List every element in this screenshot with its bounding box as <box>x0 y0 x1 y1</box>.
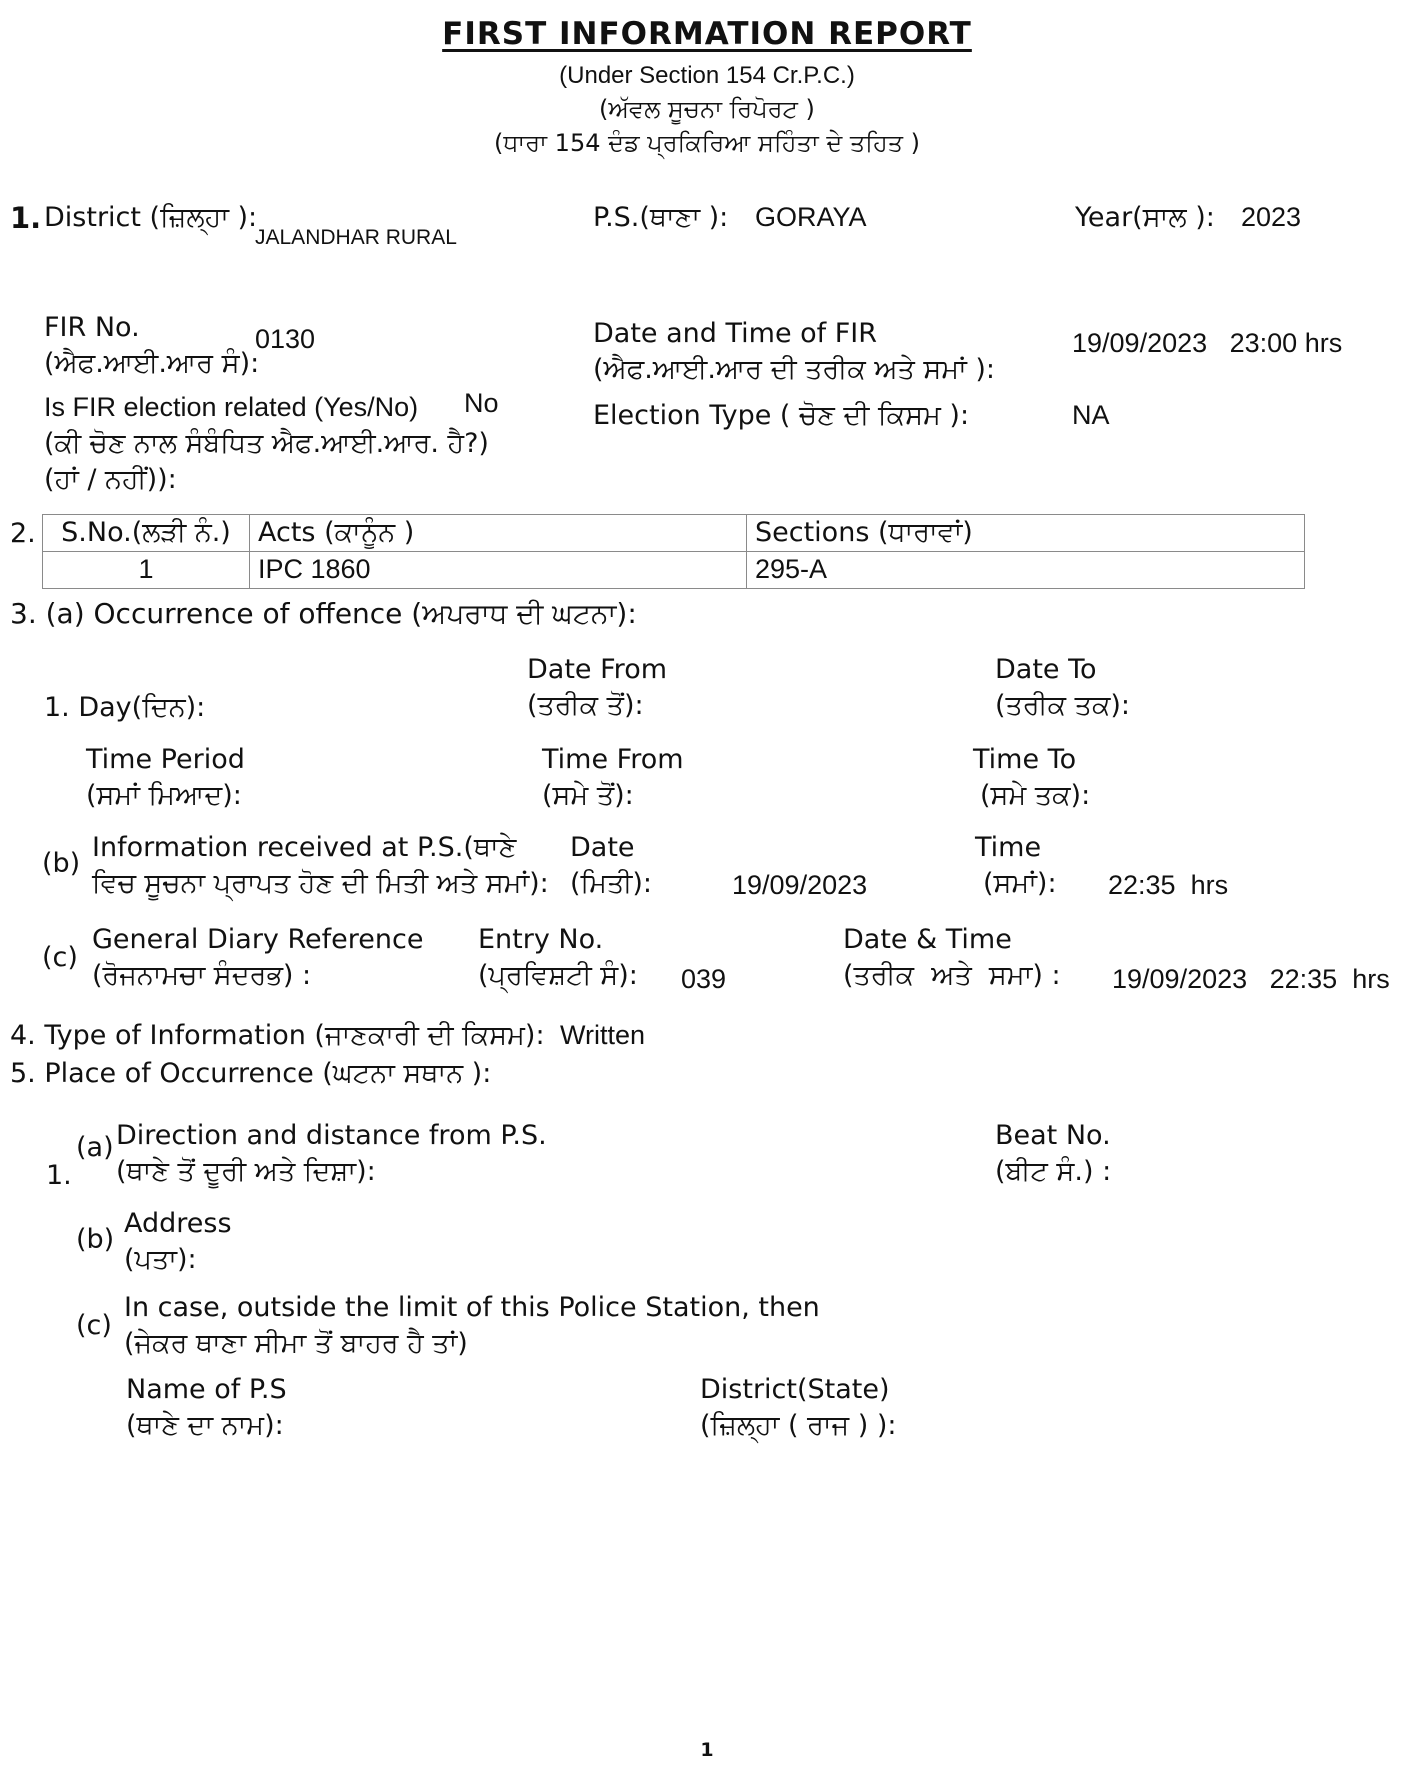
cell-sno: 1 <box>43 552 250 589</box>
info-received-label: Information received at P.S.(ਥਾਣੇ <box>92 832 517 863</box>
beat-no-label: Beat No. <box>995 1120 1111 1151</box>
subtitle-punjabi-section: (ਧਾਰਾ 154 ਦੰਡ ਪ੍ਰਕਿਰਿਆ ਸਹਿੰਤਾ ਦੇ ਤਹਿਤ ) <box>493 129 921 157</box>
fir-datetime-value: 19/09/2023 23:00 hrs <box>1072 328 1343 358</box>
place-item-number: 1. <box>46 1160 72 1191</box>
outside-limit-label-punjabi: (ਜੇਕਰ ਥਾਣਾ ਸੀਮਾ ਤੋਂ ਬਾਹਰ ਹੈ ਤਾਂ) <box>124 1328 468 1359</box>
year-label: Year(ਸਾਲ ): <box>1075 202 1215 233</box>
ps-value: GORAYA <box>755 202 867 232</box>
section-1-number: 1. <box>10 201 42 235</box>
cell-act: IPC 1860 <box>250 552 747 589</box>
election-related-value: No <box>464 388 499 418</box>
info-date-value: 19/09/2023 <box>732 870 868 900</box>
district-state-label: District(State) <box>700 1374 890 1405</box>
year-value: 2023 <box>1241 202 1302 232</box>
page-title: FIRST INFORMATION REPORT <box>442 16 972 52</box>
date-to-label: Date To <box>995 654 1097 685</box>
election-related-label: Is FIR election related (Yes/No) <box>44 392 419 422</box>
section-5-heading: 5. Place of Occurrence (ਘਟਨਾ ਸਥਾਨ ): <box>10 1058 492 1089</box>
district-value: JALANDHAR RURAL <box>255 226 457 249</box>
section-3-heading: 3. (a) Occurrence of offence (ਅਪਰਾਧ ਦੀ ਘਟਨਾ): <box>10 597 637 630</box>
gd-reference-label-punjabi: (ਰੋਜਨਾਮਚਾ ਸੰਦਰਭ) : <box>92 960 312 991</box>
direction-label-punjabi: (ਥਾਣੇ ਤੋਂ ਦੂਰੀ ਅਤੇ ਦਿਸ਼ਾ): <box>116 1156 376 1187</box>
table-header-row <box>43 515 1305 552</box>
fir-datetime-label: Date and Time of FIR <box>593 318 878 349</box>
direction-label: Direction and distance from P.S. <box>116 1120 547 1151</box>
entry-no-value: 039 <box>681 964 727 994</box>
district-state-label-punjabi: (ਜ਼ਿਲ੍ਹਾ ( ਰਾਜ ) ): <box>700 1410 897 1441</box>
section-2-number: 2. <box>10 518 36 549</box>
subtitle-section: (Under Section 154 Cr.P.C.) <box>559 62 855 89</box>
ps-name-label: Name of P.S <box>126 1374 287 1405</box>
table-row <box>43 552 1305 589</box>
date-from-label-punjabi: (ਤਰੀਕ ਤੋਂ): <box>527 690 644 721</box>
district-label: District (ਜ਼ਿਲ੍ਹਾ ): <box>44 202 258 233</box>
time-from-label-punjabi: (ਸਮੇ ਤੋਂ): <box>542 780 634 811</box>
info-time-label: Time <box>975 832 1042 863</box>
info-received-label-punjabi: ਵਿਚ ਸੂਚਨਾ ਪ੍ਰਾਪਤ ਹੋਣ ਦੀ ਮਿਤੀ ਅਤੇ ਸਮਾਂ): <box>92 868 549 899</box>
time-to-label-punjabi: (ਸਮੇ ਤਕ): <box>980 780 1091 811</box>
page-number: 1 <box>700 1739 714 1761</box>
cell-section: 295-A <box>747 552 1305 589</box>
outside-limit-label: In case, outside the limit of this Police Station, then <box>124 1292 820 1323</box>
fir-no-label-punjabi: (ਐਫ.ਆਈ.ਆਰ ਸੰ): <box>44 348 260 379</box>
address-label-punjabi: (ਪਤਾ): <box>124 1244 197 1275</box>
outside-limit-marker: (c) <box>76 1310 112 1341</box>
day-label: 1. Day(ਦਿਨ): <box>44 692 206 723</box>
time-period-label: Time Period <box>86 744 245 775</box>
fir-no-label: FIR No. <box>44 312 140 343</box>
address-marker: (b) <box>76 1224 115 1255</box>
beat-no-label-punjabi: (ਬੀਟ ਸੰ.) : <box>995 1156 1112 1187</box>
entry-no-label: Entry No. <box>478 924 604 955</box>
gd-datetime-label-punjabi: (ਤਰੀਕ ਅਤੇ ਸਮਾ) : <box>843 960 1061 991</box>
time-from-label: Time From <box>542 744 684 775</box>
info-date-label-punjabi: (ਮਿਤੀ): <box>570 868 653 899</box>
election-type-value: NA <box>1072 400 1110 430</box>
gd-datetime-value: 19/09/2023 22:35 hrs <box>1112 964 1390 994</box>
header-sections: Sections (ਧਾਰਾਵਾਂ) <box>747 515 1305 552</box>
info-received-marker: (b) <box>42 848 81 879</box>
fir-no-value: 0130 <box>255 324 316 354</box>
ps-name-label-punjabi: (ਥਾਣੇ ਦਾ ਨਾਮ): <box>126 1410 284 1441</box>
gd-reference-label: General Diary Reference <box>92 924 424 955</box>
address-label: Address <box>124 1208 232 1239</box>
election-related-label-yesno: (ਹਾਂ / ਨਹੀਂ)): <box>44 464 177 495</box>
time-to-label: Time To <box>973 744 1077 775</box>
header-acts: Acts (ਕਾਨੂੰਨ ) <box>250 515 747 552</box>
info-type-label: 4. Type of Information (ਜਾਣਕਾਰੀ ਦੀ ਕਿਸਮ): <box>10 1020 545 1051</box>
info-time-value: 22:35 hrs <box>1108 870 1229 900</box>
entry-no-label-punjabi: (ਪ੍ਰਵਿਸ਼ਟੀ ਸੰ): <box>478 960 638 991</box>
gd-reference-marker: (c) <box>42 942 78 973</box>
acts-table <box>42 514 1305 589</box>
time-period-label-punjabi: (ਸਮਾਂ ਮਿਆਦ): <box>86 780 242 811</box>
subtitle-punjabi: (ਅੱਵਲ ਸੂਚਨਾ ਰਿਪੋਰਟ ) <box>599 95 815 123</box>
election-type-label: Election Type ( ਚੋਣ ਦੀ ਕਿਸਮ ): <box>593 400 970 431</box>
info-time-label-punjabi: (ਸਮਾਂ): <box>983 868 1057 899</box>
direction-marker: (a) <box>76 1132 114 1163</box>
ps-label: P.S.(ਥਾਣਾ ): <box>593 202 729 233</box>
gd-datetime-label: Date & Time <box>843 924 1012 955</box>
info-date-label: Date <box>570 832 635 863</box>
info-type-value: Written <box>560 1020 646 1050</box>
election-related-label-punjabi: (ਕੀ ਚੋਣ ਨਾਲ ਸੰਬੰਧਿਤ ਐਫ.ਆਈ.ਆਰ. ਹੈ?) <box>44 428 489 459</box>
header-sno: S.No.(ਲੜੀ ਨੰ.) <box>43 515 250 552</box>
fir-datetime-label-punjabi: (ਐਫ.ਆਈ.ਆਰ ਦੀ ਤਰੀਕ ਅਤੇ ਸਮਾਂ ): <box>593 354 996 385</box>
date-to-label-punjabi: (ਤਰੀਕ ਤਕ): <box>995 690 1131 721</box>
date-from-label: Date From <box>527 654 668 685</box>
